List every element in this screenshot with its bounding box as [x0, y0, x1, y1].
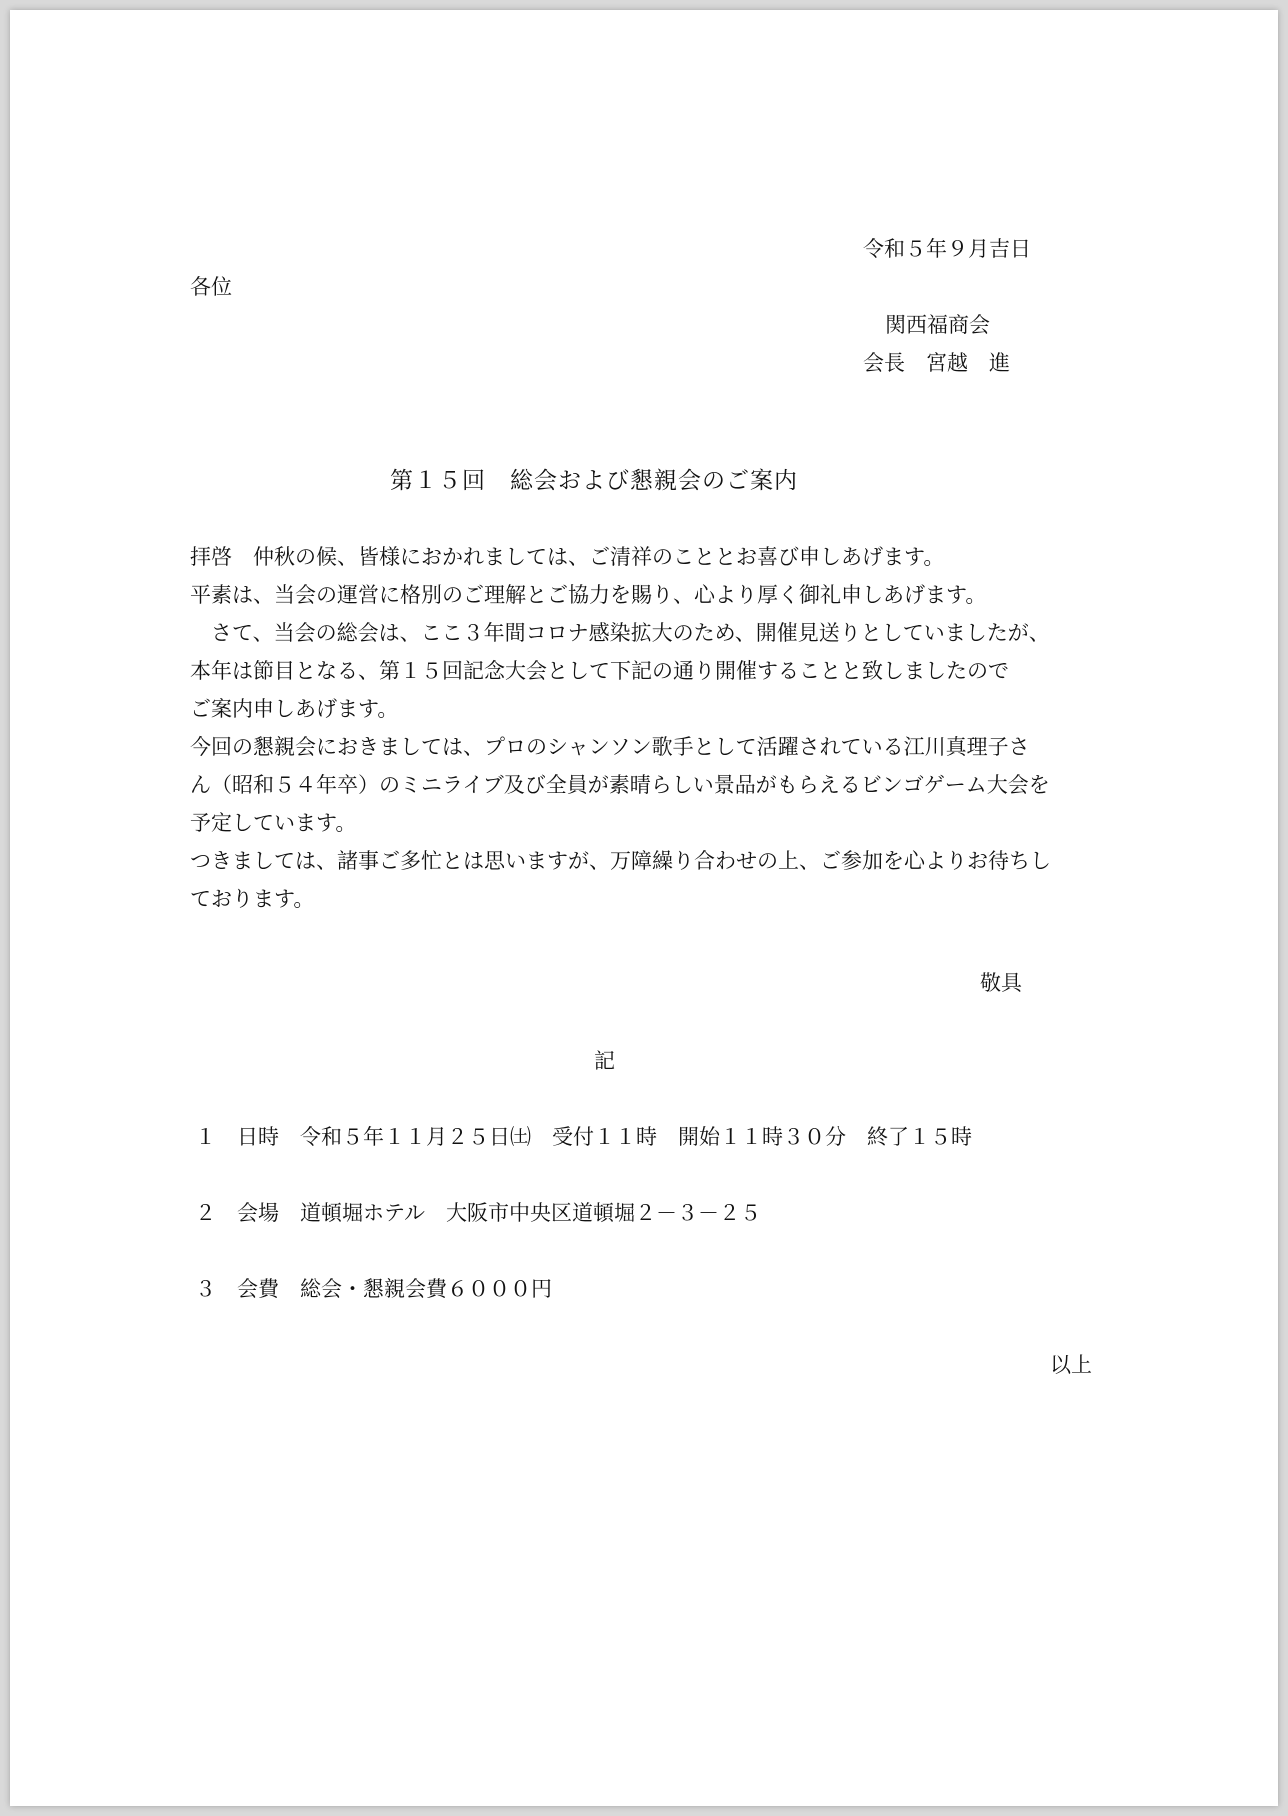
organization-name: 関西福商会 [885, 313, 990, 337]
body-line: ん（昭和５４年卒）のミニライブ及び全員が素晴らしい景品がもらえるビンゴゲーム大会を [190, 773, 1050, 797]
item-fee: ３ 会費 総会・懇親会費６０００円 [195, 1277, 552, 1301]
body-line: 予定しています。 [190, 811, 357, 835]
item-datetime: １ 日時 令和５年１１月２５日㈯ 受付１１時 開始１１時３０分 終了１５時 [195, 1125, 972, 1149]
body-line: 今回の懇親会におきましては、プロのシャンソン歌手として活躍されている江川真理子さ [190, 735, 1030, 759]
body-line: つきましては、諸事ご多忙とは思いますが、万障繰り合わせの上、ご参加を心よりお待ちし [190, 849, 1051, 873]
body-line: さて、当会の総会は、ここ３年間コロナ感染拡大のため、開催見送りとしていましたが、 [190, 621, 1050, 645]
president-name: 会長 宮越 進 [863, 351, 1010, 375]
ki-heading: 記 [594, 1049, 615, 1073]
letter-date: 令和５年９月吉日 [863, 237, 1031, 261]
letter-body [190, 538, 1100, 918]
document-title: 第１５回 総会および懇親会のご案内 [390, 468, 798, 494]
body-line: 本年は節目となる、第１５回記念大会として下記の通り開催することと致しましたので [190, 659, 1009, 683]
body-line: ご案内申しあげます。 [190, 697, 399, 721]
body-line: 平素は、当会の運営に格別のご理解とご協力を賜り、心より厚く御礼申しあげます。 [190, 583, 987, 607]
body-line: 拝啓 仲秋の候、皆様におかれましては、ご清祥のこととお喜び申しあげます。 [190, 545, 945, 569]
document-page [10, 10, 1278, 1806]
body-line: ております。 [190, 887, 315, 911]
closing-phrase: 敬具 [980, 971, 1022, 995]
addressee: 各位 [190, 275, 232, 299]
end-mark: 以上 [1050, 1353, 1092, 1377]
item-venue: ２ 会場 道頓堀ホテル 大阪市中央区道頓堀２－３－２５ [195, 1201, 761, 1225]
